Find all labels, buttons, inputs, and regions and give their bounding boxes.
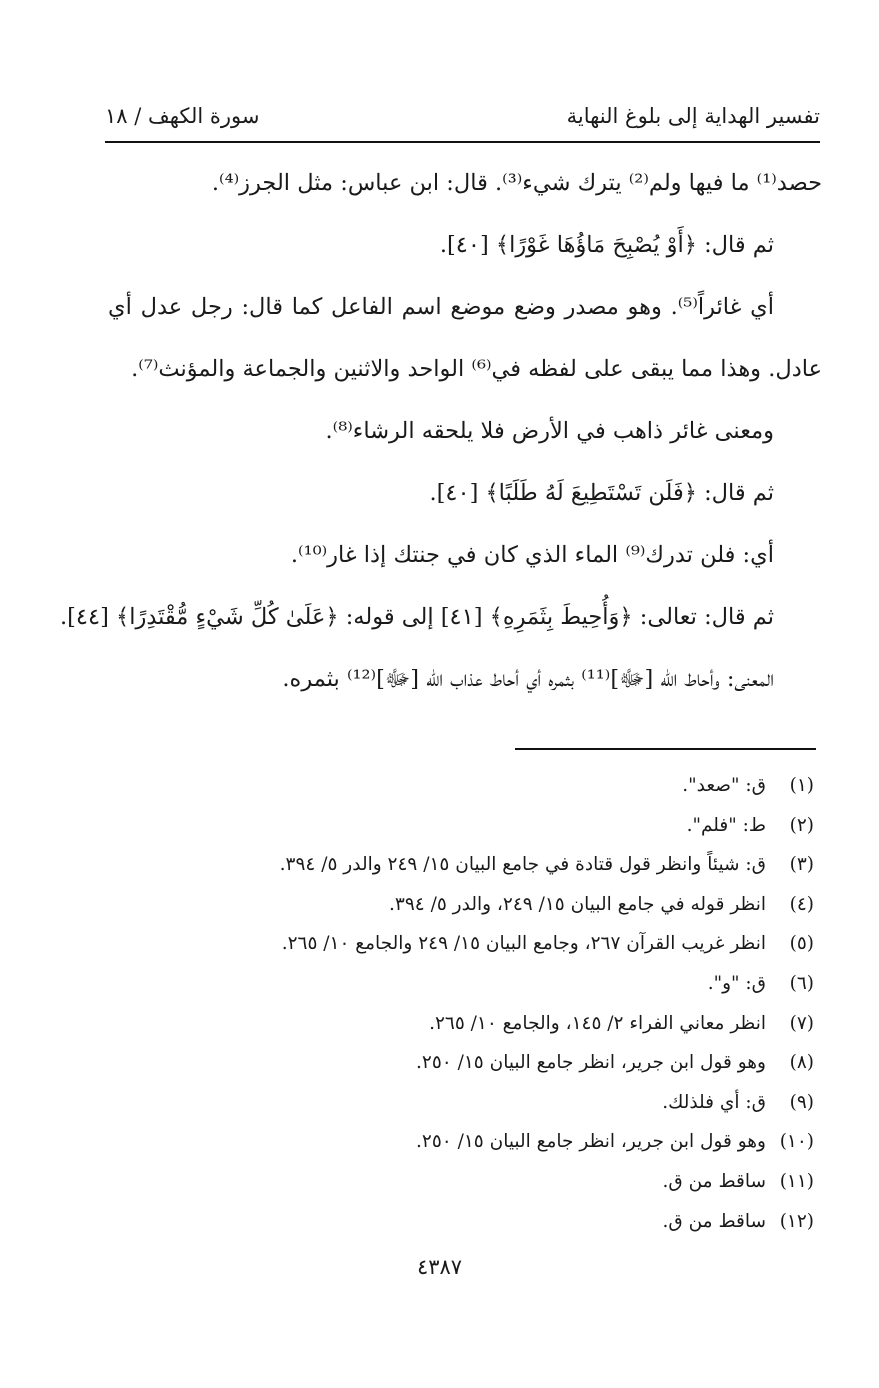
footnote-text: ساقط من ق.: [662, 1210, 766, 1232]
footnote: [240, 1004, 814, 1044]
footnotes: [240, 766, 814, 1241]
header-rule: [105, 141, 820, 143]
footnote: [240, 1083, 814, 1123]
body-line: ومعنى غائر ذاهب في الأرض فلا يلحقه الرشاء⁽⁸⁾.: [325, 418, 774, 444]
footnote-separator: [515, 748, 816, 750]
footnote: [240, 1043, 814, 1083]
footnote-text: ق: "و".: [707, 972, 766, 994]
footnote: [240, 1162, 814, 1202]
footnote-number: (٧): [789, 1012, 814, 1034]
body-line: ثم قال: ﴿فَلَن تَسْتَطِيعَ لَهُ طَلَبًا﴾ [٤٠].: [429, 480, 774, 506]
body-line: عادل. وهذا مما يبقى على لفظه في⁽⁶⁾ الواحد والاثنين والجماعة والمؤنث⁽⁷⁾.: [131, 356, 822, 382]
footnote-number: (٨): [789, 1052, 814, 1074]
footnote-number: (١١): [779, 1170, 814, 1192]
footnote-number: (٣): [789, 854, 814, 876]
page-number: ٤٣٨٧: [416, 1255, 463, 1279]
body-line: ثم قال: تعالى: ﴿وَأُحِيطَ بِثَمَرِهِ﴾ [٤١] إلى قوله: ﴿عَلَىٰ كُلِّ شَيْءٍ مُّقْتَدِرًا﴾ [٤٤].: [59, 604, 774, 630]
section-label: سورة الكهف / ١٨: [105, 104, 260, 128]
footnote-number: (٥): [789, 933, 814, 955]
footnote: [240, 1202, 814, 1242]
footnote-text: انظر قوله في جامع البيان ١٥/ ٢٤٩، والدر ٥/ ٣٩٤.: [389, 893, 766, 915]
book-title: تفسير الهداية إلى بلوغ النهاية: [566, 104, 820, 128]
footnote-number: (٢): [789, 814, 814, 836]
main-text: [59, 152, 822, 710]
footnote-text: ق: "صعد".: [682, 775, 766, 796]
footnote-number: (٦): [789, 972, 814, 994]
footnote: [240, 1122, 814, 1162]
footnote-text: وهو قول ابن جرير، انظر جامع البيان ١٥/ ٢٥٠.: [416, 1052, 766, 1074]
body-line: حصد⁽¹⁾ ما فيها ولم⁽²⁾ يترك شيء⁽³⁾. قال: ابن عباس: مثل الجرز⁽⁴⁾.: [211, 170, 822, 196]
footnote-text: ق: أي فلذلك.: [662, 1091, 766, 1113]
footnote: [240, 964, 814, 1004]
footnote: [240, 806, 814, 846]
body-line: ثم قال: ﴿أَوْ يُصْبِحَ مَاؤُهَا غَوْرًا﴾ [٤٠].: [439, 232, 774, 258]
footnote-number: (١٠): [779, 1131, 814, 1153]
footnote-number: (٩): [789, 1091, 814, 1113]
footnote-number: (١): [789, 775, 814, 796]
footnote-text: انظر معاني الفراء ٢/ ١٤٥، والجامع ١٠/ ٢٦٥.: [429, 1012, 766, 1034]
footnote: [240, 766, 814, 806]
footnote-number: (٤): [789, 893, 814, 915]
footnote-number: (١٢): [779, 1210, 814, 1232]
running-header: [105, 96, 820, 136]
footnote-text: ط: "فلم".: [686, 814, 766, 836]
footnote: [240, 885, 814, 925]
body-line: أي: فلن تدرك⁽⁹⁾ الماء الذي كان في جنتك إذا غار⁽¹⁰⁾.: [290, 542, 774, 568]
footnote-text: انظر غريب القرآن ٢٦٧، وجامع البيان ١٥/ ٢٤٩ والجامع ١٠/ ٢٦٥.: [281, 933, 766, 955]
body-line: المعنى: وأحاط الله [ﷻ]⁽¹¹⁾ بثمره أي أحاط عذاب الله [ﷻ]⁽¹²⁾ بثمره.: [282, 666, 774, 692]
footnote-text: وهو قول ابن جرير، انظر جامع البيان ١٥/ ٢٥٠.: [416, 1131, 766, 1153]
footnote-text: ق: شيئاً وانظر قول قتادة في جامع البيان ١٥/ ٢٤٩ والدر ٥/ ٣٩٤.: [279, 854, 766, 876]
footnote: [240, 924, 814, 964]
footnote: [240, 845, 814, 885]
body-line: أي غائراً⁽⁵⁾. وهو مصدر وضع موضع اسم الفاعل كما قال: رجل عدل أي: [108, 294, 774, 320]
footnote-text: ساقط من ق.: [662, 1170, 766, 1192]
